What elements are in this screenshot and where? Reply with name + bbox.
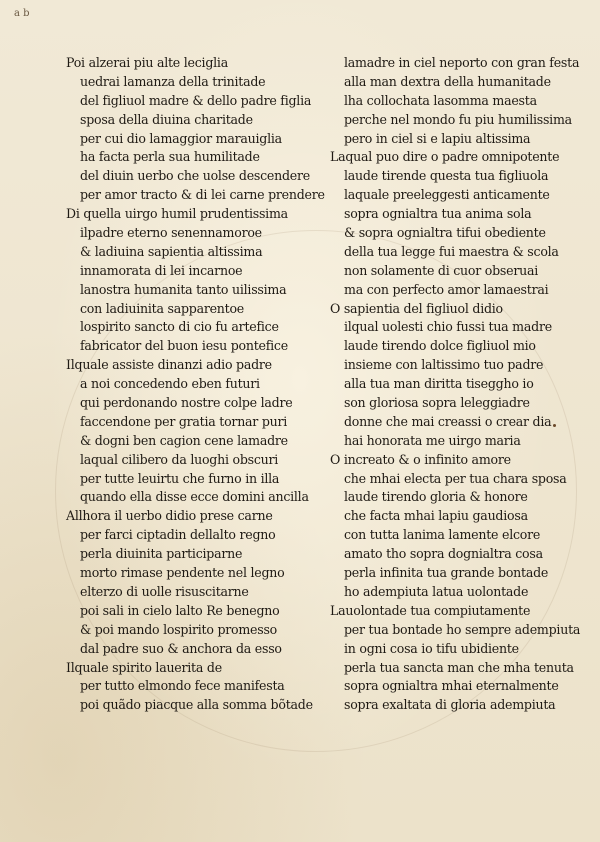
verse-line: dal padre suo & anchora da esso: [80, 640, 282, 656]
verse-line: insieme con laltissimo tuo padre: [344, 357, 544, 373]
verse-line: del figliuol madre & dello padre figlia: [80, 92, 312, 108]
verse-line: Ilquale spirito lauerita de: [66, 659, 222, 675]
verse-line: hai honorata me uirgo maria: [344, 432, 521, 448]
verse-line: poi quãdo piacque alla somma bõtade: [80, 697, 313, 713]
verse-line: laude tirendo dolce figliuol mio: [344, 338, 536, 354]
verse-line: Ilquale assiste dinanzi adio padre: [66, 357, 272, 373]
verse-line: in ogni cosa io tifu ubidiente: [344, 640, 519, 656]
verse-line: O increato & o infinito amore: [330, 451, 511, 467]
verse-line: ilpadre eterno senennamoroe: [80, 225, 262, 241]
verse-line: & poi mando lospirito promesso: [80, 621, 278, 637]
verse-line: elterzo di uolle risuscitarne: [80, 583, 249, 599]
verse-line: son gloriosa sopra leleggiadre: [344, 395, 530, 411]
verse-line: Lauolontade tua compiutamente: [330, 602, 531, 618]
ink-dot: [553, 424, 556, 427]
left-text-column: [66, 54, 328, 715]
verse-line: sposa della diuina charitade: [80, 111, 253, 127]
right-text-column: [330, 54, 582, 715]
verse-line: alla man dextra della humanitade: [344, 73, 551, 89]
verse-line: perla tua sancta man che mha tenuta: [344, 659, 574, 675]
verse-line: ma con perfecto amor lamaestrai: [344, 281, 549, 297]
verse-line: sopra ognialtra mhai eternalmente: [344, 678, 559, 694]
verse-line: Di quella uirgo humil prudentissima: [66, 206, 288, 222]
verse-line: amato tho sopra dognialtra cosa: [344, 546, 543, 562]
verse-line: ho adempiuta latua uolontade: [344, 583, 529, 599]
verse-line: con ladiuinita sapparentoe: [80, 300, 245, 316]
verse-line: qui perdonando nostre colpe ladre: [80, 395, 293, 411]
verse-line: pero in ciel si e lapiu altissima: [344, 130, 531, 146]
verse-line: faccendone per gratia tornar puri: [80, 413, 288, 429]
verse-line: & sopra ognialtra tifui obediente: [344, 225, 546, 241]
verse-line: per tutto elmondo fece manifesta: [80, 678, 285, 694]
verse-line: alla tua man diritta tiseggho io: [344, 376, 534, 392]
verse-line: ilqual uolesti chio fussi tua madre: [344, 319, 552, 335]
verse-line: uedrai lamanza della trinitade: [80, 73, 266, 89]
verse-line: per farci ciptadin dellalto regno: [80, 527, 276, 543]
verse-line: per cui dio lamaggior marauiglia: [80, 130, 282, 146]
verse-line: ha facta perla sua humilitade: [80, 149, 260, 165]
verse-line: che mhai electa per tua chara sposa: [344, 470, 567, 486]
verse-line: per tutte leuirtu che furno in illa: [80, 470, 280, 486]
verse-line: della tua legge fui maestra & scola: [344, 243, 559, 259]
verse-line: perla infinita tua grande bontade: [344, 565, 549, 581]
verse-line: sopra ognialtra tua anima sola: [344, 206, 532, 222]
page-mark: a b: [14, 8, 30, 19]
verse-line: innamorata di lei incarnoe: [80, 262, 243, 278]
verse-line: Laqual puo dire o padre omnipotente: [330, 149, 560, 165]
verse-line: & dogni ben cagion cene lamadre: [80, 432, 288, 448]
verse-line: laqual cilibero da luoghi obscuri: [80, 451, 279, 467]
verse-line: a noi concedendo eben futuri: [80, 376, 260, 392]
verse-line: con tutta lanima lamente elcore: [344, 527, 541, 543]
verse-line: & ladiuina sapientia altissima: [80, 243, 263, 259]
verse-line: lospirito sancto di cio fu artefice: [80, 319, 279, 335]
verse-line: morto rimase pendente nel legno: [80, 565, 285, 581]
verse-line: del diuin uerbo che uolse descendere: [80, 168, 310, 184]
verse-line: lamadre in ciel neporto con gran festa: [344, 55, 580, 70]
verse-line: laquale preeleggesti anticamente: [344, 187, 550, 203]
verse-line: per amor tracto & di lei carne prendere: [80, 187, 325, 203]
verse-line: poi sali in cielo lalto Re benegno: [80, 602, 280, 618]
verse-line: O sapientia del figliuol didio: [330, 300, 503, 316]
verse-line: fabricator del buon iesu pontefice: [80, 338, 288, 354]
verse-line: per tua bontade ho sempre adempiuta: [344, 621, 581, 637]
verse-line: sopra exaltata di gloria adempiuta: [344, 697, 556, 713]
verse-line: lanostra humanita tanto uilissima: [80, 281, 287, 297]
verse-line: laude tirendo gloria & honore: [344, 489, 528, 505]
verse-line: Poi alzerai piu alte leciglia: [66, 55, 228, 70]
verse-line: laude tirende questa tua figliuola: [344, 168, 549, 184]
verse-line: lha collochata lasomma maesta: [344, 92, 537, 108]
verse-line: donne che mai creassi o crear dia: [344, 413, 552, 429]
verse-line: perla diuinita participarne: [80, 546, 243, 562]
verse-line: perche nel mondo fu piu humilissima: [344, 111, 572, 127]
verse-line: Allhora il uerbo didio prese carne: [66, 508, 273, 524]
verse-line: che facta mhai lapiu gaudiosa: [344, 508, 528, 524]
verse-line: non solamente di cuor obseruai: [344, 262, 538, 278]
verse-line: quando ella disse ecce domini ancilla: [80, 489, 309, 505]
